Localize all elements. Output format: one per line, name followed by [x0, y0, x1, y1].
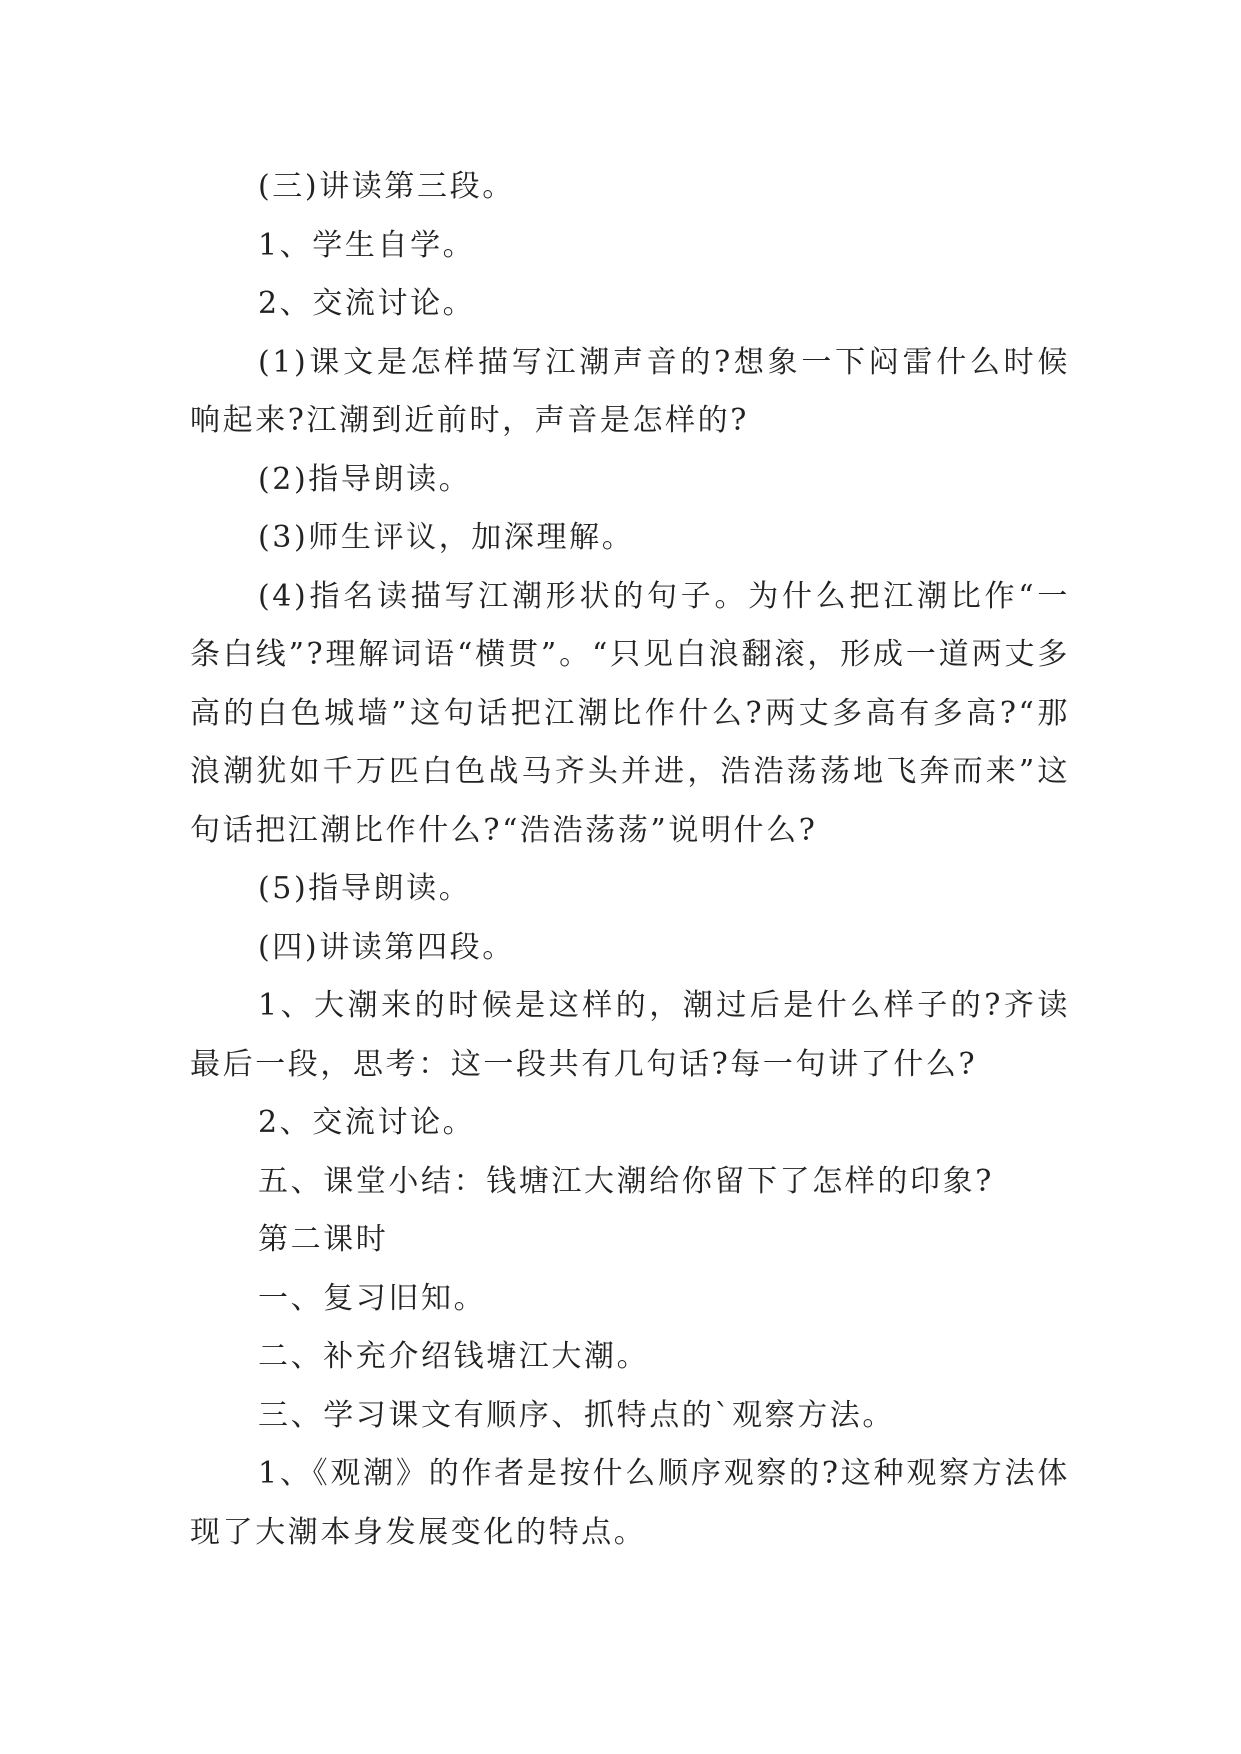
paragraph-self-study: 1、学生自学。	[258, 227, 476, 263]
paragraph-discussion: 2、交流讨论。	[258, 286, 476, 321]
paragraph-guided-reading: (2)指导朗读。	[258, 461, 472, 497]
document-body	[190, 158, 1070, 1562]
paragraph-guided-reading-2: (5)指导朗读。	[258, 871, 472, 906]
paragraph-discussion-2: 2、交流讨论。	[258, 1105, 476, 1140]
paragraph-question-sound: (1)课文是怎样描写江潮声音的?想象一下闷雷什么时候响起来?江潮到近前时，声音是怎样的?	[190, 344, 1070, 438]
paragraph-supplement: 二、补充介绍钱塘江大潮。	[258, 1339, 650, 1374]
paragraph-observation-order: 1、《观潮》的作者是按什么顺序观察的?这种观察方法体现了大潮本身发展变化的特点。	[190, 1456, 1070, 1550]
paragraph-class-summary: 五、课堂小结：钱塘江大潮给你留下了怎样的印象?	[258, 1163, 994, 1199]
paragraph-section-three-heading: (三)讲读第三段。	[258, 169, 515, 204]
paragraph-question-shape: (4)指名读描写江潮形状的句子。为什么把江潮比作“一条白线”?理解词语“横贯”。“只见白浪翻滚，形成一道两丈多高的白色城墙”这句话把江潮比作什么?两丈多高有多高?“那浪潮犹如千万匹白色战马齐头并进，浩浩荡荡地飞奔而来”这句话把江潮比作什么?“浩浩荡荡”说明什么?	[190, 578, 1070, 848]
paragraph-teacher-student-review: (3)师生评议，加深理解。	[258, 520, 635, 555]
paragraph-second-lesson-heading: 第二课时	[258, 1222, 389, 1257]
paragraph-after-tide-question: 1、大潮来的时候是这样的，潮过后是什么样子的?齐读最后一段，思考：这一段共有几句话?每一句讲了什么?	[190, 988, 1070, 1082]
paragraph-review: 一、复习旧知。	[258, 1280, 487, 1316]
paragraph-observation-method: 三、学习课文有顺序、抓特点的`观察方法。	[258, 1397, 895, 1433]
paragraph-section-four-heading: (四)讲读第四段。	[258, 929, 515, 965]
